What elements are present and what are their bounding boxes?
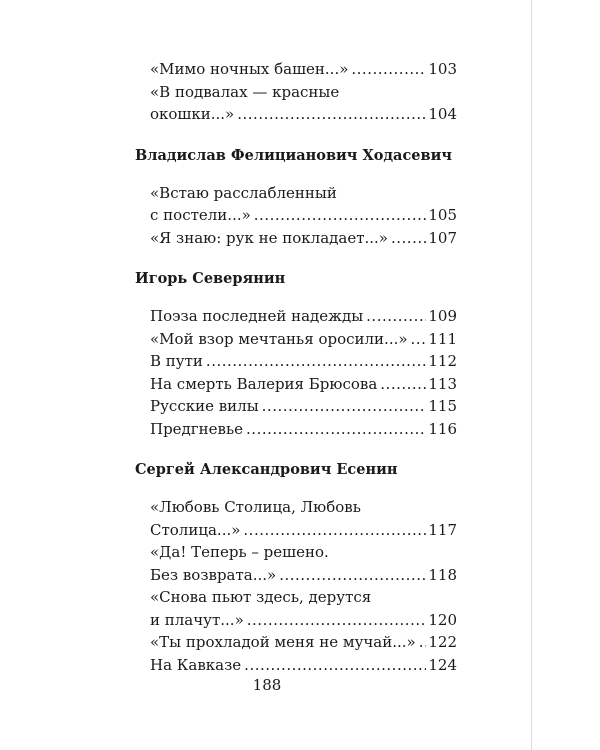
entry-leader-row (135, 654, 457, 677)
toc-section (135, 146, 457, 250)
entry-page-number: 103 (428, 60, 457, 78)
entry-leader-row (135, 564, 457, 587)
toc-entry[interactable] (135, 418, 457, 441)
dot-leader (246, 418, 426, 441)
entry-title: с постели...» (150, 206, 251, 224)
entry-title: Столица...» (150, 520, 241, 539)
entry-page-number: 109 (428, 307, 457, 325)
entry-page-number: 124 (428, 655, 457, 674)
entry-page-number: 107 (428, 228, 457, 247)
entry-title-line: «Любовь Столица, Любовь (150, 498, 361, 516)
table-of-contents (135, 58, 457, 676)
dot-leader (244, 654, 426, 677)
entry-title: На смерть Валерия Брюсова (150, 374, 378, 393)
entry-title: Без возврата...» (150, 565, 277, 584)
dot-leader (380, 373, 426, 396)
entry-page-number: 111 (428, 329, 457, 348)
toc-entry[interactable] (135, 395, 457, 418)
dot-leader (237, 103, 426, 126)
entry-title: Поэза последней надежды (150, 307, 364, 325)
toc-section (135, 460, 457, 676)
toc-section (135, 58, 457, 126)
page-number: 188 (252, 676, 282, 694)
entry-leader-row (135, 305, 457, 328)
entry-leader-row (135, 227, 457, 250)
entry-leader-row (135, 609, 457, 632)
author-heading: Игорь Северянин (135, 270, 286, 287)
entry-page-number: 104 (428, 105, 457, 123)
page-edge (531, 0, 532, 750)
dot-leader (206, 350, 426, 373)
entry-page-number: 113 (428, 374, 457, 393)
toc-entry[interactable] (135, 541, 457, 586)
dot-leader (366, 305, 426, 328)
dot-leader (247, 609, 427, 632)
dot-leader (419, 631, 427, 654)
toc-entry[interactable] (135, 58, 457, 81)
toc-section (135, 269, 457, 440)
toc-entry[interactable] (135, 328, 457, 351)
entry-page-number: 118 (428, 565, 457, 584)
entry-leader-row (135, 418, 457, 441)
toc-entry[interactable] (135, 373, 457, 396)
entry-page-number: 116 (428, 419, 457, 438)
toc-entry[interactable] (135, 350, 457, 373)
entry-leader-row (135, 350, 457, 373)
entry-title: «Мой взор мечтанья оросили...» (150, 329, 408, 348)
entry-title: и плачут...» (150, 610, 244, 629)
dot-leader (411, 328, 427, 351)
entry-title: окошки...» (150, 105, 235, 123)
entry-leader-row (135, 204, 457, 227)
dot-leader (254, 204, 427, 227)
entry-page-number: 105 (428, 206, 457, 224)
toc-entry[interactable] (135, 586, 457, 631)
toc-entry[interactable] (135, 496, 457, 541)
entry-page-number: 117 (428, 520, 457, 539)
dot-leader (279, 564, 426, 587)
author-heading: Сергей Александрович Есенин (135, 461, 398, 478)
entry-leader-row (135, 328, 457, 351)
entry-title: Русские вилы (150, 397, 259, 415)
entry-title: В пути (150, 352, 203, 370)
entry-leader-row (135, 58, 457, 81)
toc-entry[interactable] (135, 227, 457, 250)
author-heading: Владислав Фелицианович Ходасевич (135, 146, 452, 164)
entry-leader-row (135, 631, 457, 654)
entry-page-number: 122 (428, 633, 457, 651)
toc-entry[interactable] (135, 631, 457, 654)
toc-entry[interactable] (135, 182, 457, 227)
toc-entry[interactable] (135, 654, 457, 677)
dot-leader (351, 58, 426, 81)
toc-entry[interactable] (135, 81, 457, 126)
entry-title-line: «В подвалах — красные (150, 82, 340, 101)
entry-title-line: «Снова пьют здесь, дерутся (150, 588, 372, 606)
entry-title: На Кавказе (150, 655, 242, 674)
entry-title: «Мимо ночных башен...» (150, 60, 349, 78)
entry-page-number: 115 (428, 397, 457, 415)
toc-entry[interactable] (135, 305, 457, 328)
entry-leader-row (135, 373, 457, 396)
entry-title: Предгневье (150, 419, 244, 438)
entry-title-line: «Встаю расслабленный (150, 183, 337, 202)
dot-leader (243, 519, 426, 542)
entry-leader-row (135, 519, 457, 542)
entry-title-line: «Да! Теперь – решено. (150, 543, 329, 561)
entry-leader-row (135, 103, 457, 126)
entry-leader-row (135, 395, 457, 418)
entry-title: «Ты прохладой меня не мучай...» (150, 633, 416, 651)
entry-page-number: 120 (428, 610, 457, 629)
entry-page-number: 112 (428, 352, 457, 370)
dot-leader (262, 395, 427, 418)
entry-title: «Я знаю: рук не покладает...» (150, 228, 388, 247)
dot-leader (391, 227, 426, 250)
